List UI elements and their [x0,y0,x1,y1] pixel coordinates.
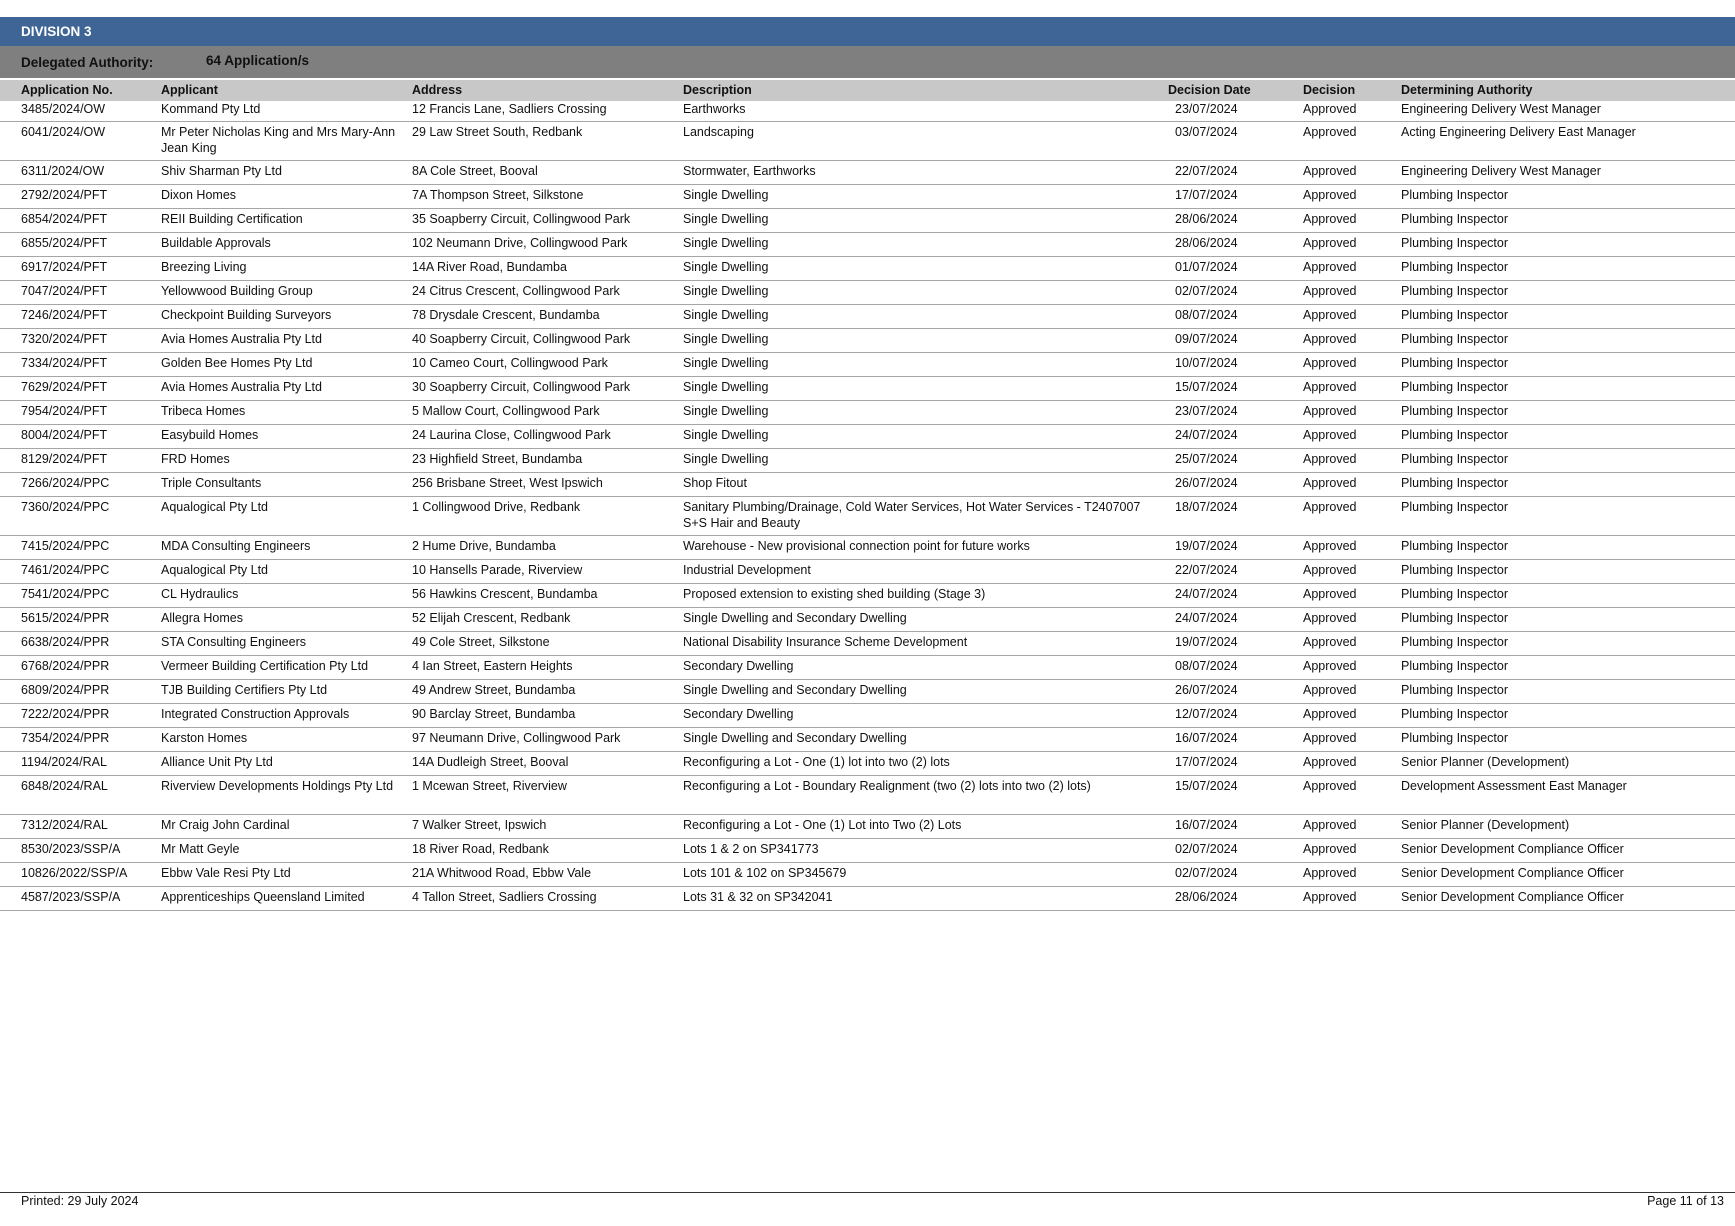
table-row [0,101,1735,122]
table-row [0,632,1735,656]
cell-address: 12 Francis Lane, Sadliers Crossing [412,102,607,116]
cell-description: Reconfiguring a Lot - Boundary Realignment (two (2) lots into two (2) lots) [683,779,1091,793]
cell-decision-date: 15/07/2024 [1175,779,1238,793]
table-row [0,560,1735,584]
cell-address: 18 River Road, Redbank [412,842,549,856]
cell-determining-authority: Plumbing Inspector [1401,563,1509,577]
cell-determining-authority: Plumbing Inspector [1401,476,1509,490]
cell-applicant: Triple Consultants [161,476,262,490]
cell-determining-authority: Plumbing Inspector [1401,659,1509,673]
cell-description: Single Dwelling and Secondary Dwelling [683,731,907,745]
cell-determining-authority: Acting Engineering Delivery East Manager [1401,125,1636,139]
cell-application-no: 6848/2024/RAL [21,779,108,793]
cell-decision: Approved [1303,683,1357,697]
table-row [0,704,1735,728]
cell-address: 1 Collingwood Drive, Redbank [412,500,581,514]
cell-applicant: Alliance Unit Pty Ltd [161,755,273,769]
cell-determining-authority: Senior Development Compliance Officer [1401,890,1624,904]
cell-address: 102 Neumann Drive, Collingwood Park [412,236,628,250]
cell-description: Single Dwelling [683,452,769,466]
cell-application-no: 6855/2024/PFT [21,236,108,250]
table-row [0,863,1735,887]
cell-application-no: 7246/2024/PFT [21,308,108,322]
cell-address: 78 Drysdale Crescent, Bundamba [412,308,600,322]
table-row [0,608,1735,632]
cell-applicant: Ebbw Vale Resi Pty Ltd [161,866,291,880]
cell-application-no: 6311/2024/OW [21,164,105,178]
cell-decision-date: 02/07/2024 [1175,866,1238,880]
cell-address: 90 Barclay Street, Bundamba [412,707,576,721]
cell-decision-date: 08/07/2024 [1175,659,1238,673]
cell-address: 8A Cole Street, Booval [412,164,538,178]
cell-determining-authority: Senior Development Compliance Officer [1401,866,1624,880]
cell-decision: Approved [1303,731,1357,745]
cell-decision-date: 24/07/2024 [1175,611,1238,625]
cell-decision-date: 22/07/2024 [1175,563,1238,577]
table-row [0,329,1735,353]
cell-applicant: Karston Homes [161,731,248,745]
cell-determining-authority: Plumbing Inspector [1401,332,1509,346]
cell-application-no: 5615/2024/PPR [21,611,110,625]
cell-decision-date: 22/07/2024 [1175,164,1238,178]
cell-address: 5 Mallow Court, Collingwood Park [412,404,600,418]
cell-determining-authority: Plumbing Inspector [1401,404,1509,418]
division-header: DIVISION 3 [0,17,1735,46]
table-row [0,425,1735,449]
cell-decision: Approved [1303,164,1357,178]
column-header-applicant: Applicant [161,83,218,97]
cell-decision: Approved [1303,707,1357,721]
cell-decision-date: 24/07/2024 [1175,587,1238,601]
cell-decision-date: 25/07/2024 [1175,452,1238,466]
cell-address: 14A Dudleigh Street, Booval [412,755,569,769]
cell-description: Single Dwelling [683,332,769,346]
cell-application-no: 7222/2024/PPR [21,707,110,721]
cell-applicant: Dixon Homes [161,188,237,202]
table-row [0,473,1735,497]
cell-description: Secondary Dwelling [683,707,794,721]
cell-applicant: Aqualogical Pty Ltd [161,563,269,577]
cell-description: Landscaping [683,125,754,139]
cell-decision: Approved [1303,779,1357,793]
table-header [0,80,1735,101]
cell-decision-date: 28/06/2024 [1175,890,1238,904]
cell-description: Single Dwelling [683,236,769,250]
cell-application-no: 7320/2024/PFT [21,332,108,346]
table-row [0,185,1735,209]
cell-determining-authority: Plumbing Inspector [1401,731,1509,745]
cell-decision: Approved [1303,356,1357,370]
cell-decision: Approved [1303,563,1357,577]
cell-applicant: Kommand Pty Ltd [161,102,261,116]
cell-determining-authority: Engineering Delivery West Manager [1401,164,1601,178]
cell-description: Single Dwelling [683,260,769,274]
cell-applicant: CL Hydraulics [161,587,239,601]
cell-address: 2 Hume Drive, Bundamba [412,539,556,553]
table-row [0,497,1735,536]
applications-table [0,101,1735,911]
cell-address: 23 Highfield Street, Bundamba [412,452,583,466]
cell-applicant: Avia Homes Australia Pty Ltd [161,380,322,394]
cell-description: National Disability Insurance Scheme Development [683,635,968,649]
cell-application-no: 7541/2024/PPC [21,587,110,601]
cell-address: 40 Soapberry Circuit, Collingwood Park [412,332,631,346]
cell-application-no: 7360/2024/PPC [21,500,110,514]
cell-applicant: Tribeca Homes [161,404,246,418]
cell-application-no: 6809/2024/PPR [21,683,110,697]
cell-determining-authority: Plumbing Inspector [1401,587,1509,601]
column-header-address: Address [412,83,463,97]
cell-determining-authority: Plumbing Inspector [1401,452,1509,466]
cell-decision-date: 15/07/2024 [1175,380,1238,394]
cell-applicant: Mr Matt Geyle [161,842,240,856]
cell-address: 35 Soapberry Circuit, Collingwood Park [412,212,631,226]
cell-determining-authority: Senior Planner (Development) [1401,755,1570,769]
cell-decision: Approved [1303,476,1357,490]
application-count: 64 Application/s [206,53,310,68]
cell-application-no: 7415/2024/PPC [21,539,110,553]
cell-description: Sanitary Plumbing/Drainage, Cold Water Services, Hot Water Services - T2407007 S+S Hair and Beauty [683,500,1141,530]
table-row [0,776,1735,815]
column-header-determining-authority: Determining Authority [1401,83,1533,97]
cell-application-no: 8129/2024/PFT [21,452,108,466]
cell-decision-date: 02/07/2024 [1175,842,1238,856]
cell-description: Single Dwelling and Secondary Dwelling [683,611,907,625]
cell-description: Earthworks [683,102,746,116]
cell-applicant: Integrated Construction Approvals [161,707,350,721]
cell-address: 4 Tallon Street, Sadliers Crossing [412,890,597,904]
cell-decision-date: 17/07/2024 [1175,188,1238,202]
table-row [0,887,1735,911]
cell-applicant: Shiv Sharman Pty Ltd [161,164,282,178]
cell-description: Single Dwelling [683,356,769,370]
cell-application-no: 4587/2023/SSP/A [21,890,121,904]
cell-decision-date: 19/07/2024 [1175,635,1238,649]
table-row [0,161,1735,185]
cell-applicant: REII Building Certification [161,212,303,226]
table-row [0,281,1735,305]
table-row [0,401,1735,425]
cell-description: Warehouse - New provisional connection point for future works [683,539,1030,553]
cell-determining-authority: Plumbing Inspector [1401,635,1509,649]
cell-determining-authority: Plumbing Inspector [1401,356,1509,370]
cell-description: Shop Fitout [683,476,747,490]
cell-applicant: Breezing Living [161,260,247,274]
cell-decision-date: 12/07/2024 [1175,707,1238,721]
cell-application-no: 7334/2024/PFT [21,356,108,370]
cell-decision: Approved [1303,284,1357,298]
cell-decision-date: 28/06/2024 [1175,212,1238,226]
table-row [0,536,1735,560]
cell-decision: Approved [1303,539,1357,553]
cell-description: Lots 1 & 2 on SP341773 [683,842,819,856]
cell-application-no: 6854/2024/PFT [21,212,108,226]
cell-application-no: 3485/2024/OW [21,102,106,116]
cell-determining-authority: Plumbing Inspector [1401,284,1509,298]
table-row [0,449,1735,473]
cell-address: 24 Laurina Close, Collingwood Park [412,428,611,442]
column-header-decision: Decision [1303,83,1356,97]
cell-address: 7 Walker Street, Ipswich [412,818,547,832]
cell-decision: Approved [1303,428,1357,442]
cell-applicant: Avia Homes Australia Pty Ltd [161,332,322,346]
table-row [0,680,1735,704]
cell-application-no: 6768/2024/PPR [21,659,110,673]
table-row [0,728,1735,752]
cell-application-no: 6041/2024/OW [21,125,106,139]
cell-application-no: 6917/2024/PFT [21,260,108,274]
table-row [0,257,1735,281]
cell-application-no: 1194/2024/RAL [21,755,107,769]
cell-decision: Approved [1303,332,1357,346]
cell-description: Single Dwelling [683,308,769,322]
cell-decision-date: 23/07/2024 [1175,404,1238,418]
cell-determining-authority: Plumbing Inspector [1401,260,1509,274]
cell-decision: Approved [1303,755,1357,769]
cell-description: Lots 31 & 32 on SP342041 [683,890,833,904]
cell-decision-date: 18/07/2024 [1175,500,1238,514]
cell-applicant: Buildable Approvals [161,236,271,250]
cell-decision-date: 01/07/2024 [1175,260,1238,274]
table-row [0,752,1735,776]
cell-description: Single Dwelling and Secondary Dwelling [683,683,907,697]
cell-description: Single Dwelling [683,284,769,298]
cell-description: Single Dwelling [683,188,769,202]
cell-decision: Approved [1303,842,1357,856]
cell-applicant: FRD Homes [161,452,230,466]
cell-decision: Approved [1303,635,1357,649]
cell-address: 10 Hansells Parade, Riverview [412,563,583,577]
cell-decision-date: 17/07/2024 [1175,755,1238,769]
cell-description: Lots 101 & 102 on SP345679 [683,866,847,880]
cell-determining-authority: Engineering Delivery West Manager [1401,102,1601,116]
cell-application-no: 8004/2024/PFT [21,428,108,442]
cell-address: 7A Thompson Street, Silkstone [412,188,584,202]
delegated-authority-label: Delegated Authority: [21,55,154,70]
cell-application-no: 2792/2024/PFT [21,188,108,202]
cell-address: 56 Hawkins Crescent, Bundamba [412,587,598,601]
cell-decision-date: 03/07/2024 [1175,125,1238,139]
cell-applicant: Golden Bee Homes Pty Ltd [161,356,313,370]
cell-application-no: 10826/2022/SSP/A [21,866,128,880]
column-header-application-no: Application No. [21,83,113,97]
cell-applicant: Mr Peter Nicholas King and Mrs Mary-Ann Jean King [161,125,396,155]
cell-applicant: TJB Building Certifiers Pty Ltd [161,683,328,697]
cell-determining-authority: Senior Development Compliance Officer [1401,842,1624,856]
cell-decision-date: 26/07/2024 [1175,476,1238,490]
cell-decision-date: 28/06/2024 [1175,236,1238,250]
cell-application-no: 7954/2024/PFT [21,404,108,418]
cell-decision: Approved [1303,659,1357,673]
cell-application-no: 8530/2023/SSP/A [21,842,121,856]
cell-address: 29 Law Street South, Redbank [412,125,583,139]
cell-decision: Approved [1303,188,1357,202]
cell-address: 1 Mcewan Street, Riverview [412,779,567,793]
table-row [0,209,1735,233]
table-row [0,305,1735,329]
cell-application-no: 7047/2024/PFT [21,284,108,298]
cell-applicant: Vermeer Building Certification Pty Ltd [161,659,369,673]
cell-decision: Approved [1303,125,1357,139]
cell-application-no: 7266/2024/PPC [21,476,110,490]
cell-applicant: Yellowwood Building Group [161,284,313,298]
cell-applicant: Checkpoint Building Surveyors [161,308,332,322]
cell-applicant: Easybuild Homes [161,428,259,442]
cell-application-no: 7461/2024/PPC [21,563,110,577]
footer-divider [0,1192,1735,1193]
cell-decision: Approved [1303,102,1357,116]
cell-address: 256 Brisbane Street, West Ipswich [412,476,603,490]
cell-determining-authority: Plumbing Inspector [1401,212,1509,226]
cell-application-no: 7629/2024/PFT [21,380,108,394]
cell-decision-date: 24/07/2024 [1175,428,1238,442]
cell-address: 14A River Road, Bundamba [412,260,567,274]
column-header-decision-date: Decision Date [1168,83,1251,97]
cell-applicant: Apprenticeships Queensland Limited [161,890,365,904]
table-row [0,584,1735,608]
table-row [0,815,1735,839]
table-row [0,353,1735,377]
cell-decision: Approved [1303,500,1357,514]
cell-determining-authority: Plumbing Inspector [1401,188,1509,202]
cell-decision-date: 23/07/2024 [1175,102,1238,116]
cell-application-no: 6638/2024/PPR [21,635,110,649]
cell-applicant: STA Consulting Engineers [161,635,306,649]
cell-decision: Approved [1303,380,1357,394]
cell-decision: Approved [1303,818,1357,832]
cell-address: 97 Neumann Drive, Collingwood Park [412,731,621,745]
delegated-authority-bar [0,46,1735,78]
cell-address: 4 Ian Street, Eastern Heights [412,659,573,673]
cell-decision: Approved [1303,260,1357,274]
cell-decision: Approved [1303,404,1357,418]
cell-determining-authority: Plumbing Inspector [1401,380,1509,394]
cell-determining-authority: Plumbing Inspector [1401,428,1509,442]
cell-description: Single Dwelling [683,428,769,442]
cell-decision: Approved [1303,212,1357,226]
table-row [0,377,1735,401]
page-number: Page 11 of 13 [1647,1194,1724,1208]
cell-address: 21A Whitwood Road, Ebbw Vale [412,866,592,880]
cell-description: Single Dwelling [683,404,769,418]
cell-address: 52 Elijah Crescent, Redbank [412,611,571,625]
cell-determining-authority: Plumbing Inspector [1401,500,1509,514]
cell-determining-authority: Plumbing Inspector [1401,308,1509,322]
cell-address: 49 Cole Street, Silkstone [412,635,550,649]
cell-address: 30 Soapberry Circuit, Collingwood Park [412,380,631,394]
column-header-description: Description [683,83,752,97]
cell-determining-authority: Development Assessment East Manager [1401,779,1627,793]
table-row [0,233,1735,257]
cell-decision-date: 09/07/2024 [1175,332,1238,346]
cell-description: Industrial Development [683,563,811,577]
cell-applicant: MDA Consulting Engineers [161,539,311,553]
cell-decision: Approved [1303,452,1357,466]
printed-date: Printed: 29 July 2024 [21,1194,139,1208]
cell-decision-date: 26/07/2024 [1175,683,1238,697]
cell-decision-date: 16/07/2024 [1175,731,1238,745]
cell-decision: Approved [1303,587,1357,601]
cell-description: Secondary Dwelling [683,659,794,673]
cell-applicant: Allegra Homes [161,611,243,625]
cell-application-no: 7354/2024/PPR [21,731,110,745]
cell-decision-date: 10/07/2024 [1175,356,1238,370]
cell-description: Single Dwelling [683,212,769,226]
cell-decision: Approved [1303,611,1357,625]
cell-applicant: Mr Craig John Cardinal [161,818,290,832]
cell-application-no: 7312/2024/RAL [21,818,108,832]
cell-decision: Approved [1303,308,1357,322]
cell-description: Proposed extension to existing shed building (Stage 3) [683,587,986,601]
cell-address: 24 Citrus Crescent, Collingwood Park [412,284,620,298]
cell-description: Stormwater, Earthworks [683,164,816,178]
table-row [0,656,1735,680]
cell-address: 10 Cameo Court, Collingwood Park [412,356,608,370]
cell-applicant: Riverview Developments Holdings Pty Ltd [161,779,394,793]
table-row [0,122,1735,161]
table-row [0,839,1735,863]
cell-determining-authority: Plumbing Inspector [1401,611,1509,625]
cell-description: Reconfiguring a Lot - One (1) Lot into Two (2) Lots [683,818,962,832]
cell-description: Single Dwelling [683,380,769,394]
cell-applicant: Aqualogical Pty Ltd [161,500,269,514]
cell-decision: Approved [1303,866,1357,880]
cell-description: Reconfiguring a Lot - One (1) lot into two (2) lots [683,755,950,769]
cell-decision: Approved [1303,890,1357,904]
cell-address: 49 Andrew Street, Bundamba [412,683,576,697]
cell-determining-authority: Plumbing Inspector [1401,707,1509,721]
cell-determining-authority: Plumbing Inspector [1401,236,1509,250]
cell-determining-authority: Senior Planner (Development) [1401,818,1570,832]
cell-decision-date: 19/07/2024 [1175,539,1238,553]
cell-determining-authority: Plumbing Inspector [1401,539,1509,553]
cell-determining-authority: Plumbing Inspector [1401,683,1509,697]
cell-decision-date: 02/07/2024 [1175,284,1238,298]
cell-decision-date: 16/07/2024 [1175,818,1238,832]
cell-decision-date: 08/07/2024 [1175,308,1238,322]
cell-decision: Approved [1303,236,1357,250]
